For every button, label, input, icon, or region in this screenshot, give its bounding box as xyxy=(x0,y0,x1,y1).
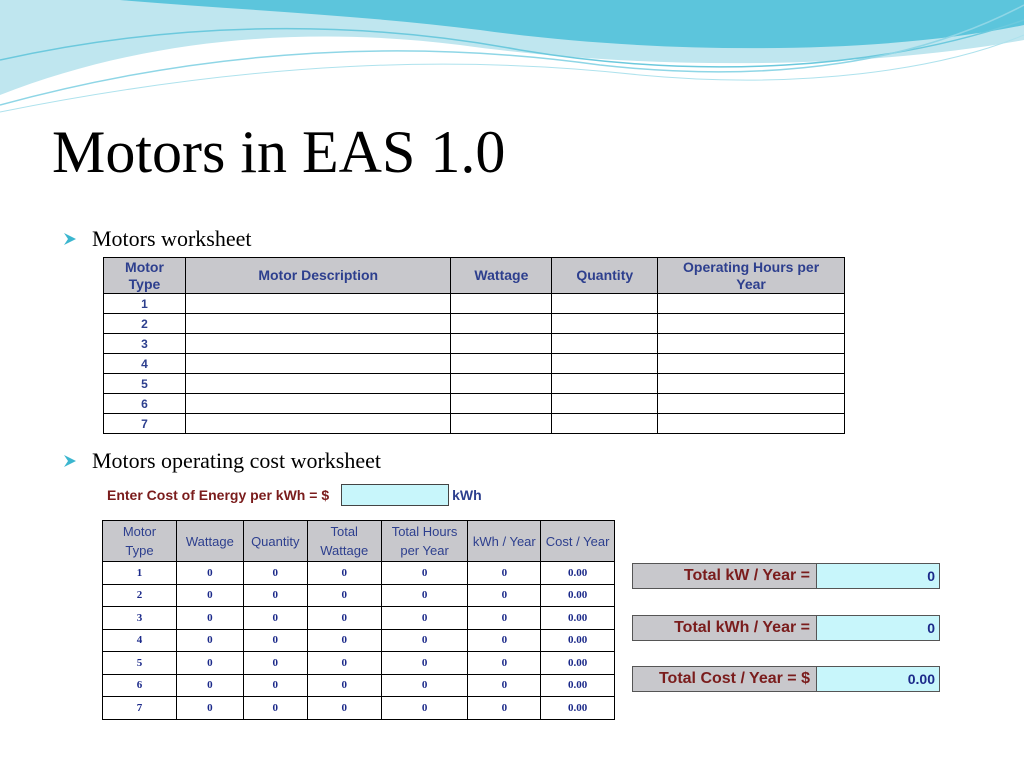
col-header-motor-type: Motor Type xyxy=(103,521,177,562)
table-row xyxy=(103,674,615,697)
wattage-cell[interactable] xyxy=(451,394,552,414)
quantity-cell: 0 xyxy=(243,697,307,720)
total-hours-cell: 0 xyxy=(381,674,468,697)
kwh-year-cell: 0 xyxy=(468,652,541,675)
total-hours-cell: 0 xyxy=(381,562,468,585)
table-row xyxy=(104,414,845,434)
total-wattage-cell: 0 xyxy=(307,584,381,607)
total-wattage-cell: 0 xyxy=(307,674,381,697)
wattage-cell: 0 xyxy=(176,607,243,630)
quantity-cell[interactable] xyxy=(552,374,658,394)
quantity-cell: 0 xyxy=(243,674,307,697)
table-row xyxy=(103,652,615,675)
quantity-cell[interactable] xyxy=(552,294,658,314)
total-kwh-box xyxy=(632,615,940,641)
cost-year-cell: 0.00 xyxy=(541,562,615,585)
col-header-cost-year: Cost / Year xyxy=(541,521,615,562)
total-hours-cell: 0 xyxy=(381,652,468,675)
hours-cell[interactable] xyxy=(658,354,845,374)
motor-type-cell: 4 xyxy=(103,629,177,652)
total-kw-box xyxy=(632,563,940,589)
description-cell[interactable] xyxy=(185,414,451,434)
col-header-quantity: Quantity xyxy=(552,258,658,294)
motor-type-cell: 7 xyxy=(104,414,186,434)
col-header-wattage: Wattage xyxy=(451,258,552,294)
wattage-cell: 0 xyxy=(176,674,243,697)
slide-title: Motors in EAS 1.0 xyxy=(52,119,506,185)
quantity-cell[interactable] xyxy=(552,354,658,374)
motor-type-cell: 3 xyxy=(103,607,177,630)
wattage-cell: 0 xyxy=(176,584,243,607)
quantity-cell[interactable] xyxy=(552,314,658,334)
hours-cell[interactable] xyxy=(658,314,845,334)
table-row xyxy=(103,607,615,630)
bullet-motors-worksheet xyxy=(62,226,251,252)
energy-cost-input[interactable] xyxy=(341,484,449,506)
col-header-quantity: Quantity xyxy=(243,521,307,562)
hours-cell[interactable] xyxy=(658,334,845,354)
cost-year-cell: 0.00 xyxy=(541,584,615,607)
col-header-kwh-year: kWh / Year xyxy=(468,521,541,562)
wattage-cell: 0 xyxy=(176,562,243,585)
operating-cost-table xyxy=(102,520,615,720)
cost-year-cell: 0.00 xyxy=(541,674,615,697)
col-header-operating-hours: Operating Hours per Year xyxy=(658,258,845,294)
quantity-cell: 0 xyxy=(243,584,307,607)
col-header-motor-type: Motor Type xyxy=(104,258,186,294)
header-row xyxy=(103,521,615,562)
description-cell[interactable] xyxy=(185,354,451,374)
total-hours-cell: 0 xyxy=(381,697,468,720)
total-cost-value: 0.00 xyxy=(817,667,939,691)
hours-cell[interactable] xyxy=(658,294,845,314)
total-cost-box xyxy=(632,666,940,692)
arrow-bullet-icon xyxy=(62,453,78,469)
table-row xyxy=(103,697,615,720)
motor-type-cell: 2 xyxy=(103,584,177,607)
cost-year-cell: 0.00 xyxy=(541,652,615,675)
motor-type-cell: 6 xyxy=(103,674,177,697)
bullet-text: Motors worksheet xyxy=(92,226,252,251)
col-header-total-wattage: Total Wattage xyxy=(307,521,381,562)
motor-type-cell: 3 xyxy=(104,334,186,354)
wattage-cell: 0 xyxy=(176,697,243,720)
motor-type-cell: 4 xyxy=(104,354,186,374)
total-kw-label: Total kW / Year = xyxy=(633,564,817,588)
hours-cell[interactable] xyxy=(658,414,845,434)
cost-year-cell: 0.00 xyxy=(541,629,615,652)
kwh-year-cell: 0 xyxy=(468,697,541,720)
quantity-cell: 0 xyxy=(243,652,307,675)
table-row xyxy=(103,562,615,585)
motor-type-cell: 6 xyxy=(104,394,186,414)
motors-worksheet-table xyxy=(103,257,845,434)
kwh-year-cell: 0 xyxy=(468,562,541,585)
quantity-cell[interactable] xyxy=(552,414,658,434)
kwh-year-cell: 0 xyxy=(468,674,541,697)
cost-year-cell: 0.00 xyxy=(541,607,615,630)
total-kwh-value: 0 xyxy=(817,616,939,640)
total-wattage-cell: 0 xyxy=(307,652,381,675)
cost-year-cell: 0.00 xyxy=(541,697,615,720)
total-hours-cell: 0 xyxy=(381,629,468,652)
wattage-cell[interactable] xyxy=(451,354,552,374)
total-hours-cell: 0 xyxy=(381,584,468,607)
description-cell[interactable] xyxy=(185,314,451,334)
description-cell[interactable] xyxy=(185,334,451,354)
description-cell[interactable] xyxy=(185,294,451,314)
col-header-motor-description: Motor Description xyxy=(185,258,451,294)
kwh-year-cell: 0 xyxy=(468,629,541,652)
total-hours-cell: 0 xyxy=(381,607,468,630)
wattage-cell[interactable] xyxy=(451,314,552,334)
total-kwh-label: Total kWh / Year = xyxy=(633,616,817,640)
hours-cell[interactable] xyxy=(658,394,845,414)
motor-type-cell: 1 xyxy=(104,294,186,314)
wattage-cell: 0 xyxy=(176,652,243,675)
energy-unit-label: kWh xyxy=(452,487,482,503)
arrow-bullet-icon xyxy=(62,231,78,247)
kwh-year-cell: 0 xyxy=(468,584,541,607)
energy-cost-row xyxy=(107,484,482,506)
wattage-cell[interactable] xyxy=(451,294,552,314)
wattage-cell: 0 xyxy=(176,629,243,652)
hours-cell[interactable] xyxy=(658,374,845,394)
col-header-total-hours: Total Hours per Year xyxy=(381,521,468,562)
motor-type-cell: 5 xyxy=(103,652,177,675)
motor-type-cell: 7 xyxy=(103,697,177,720)
total-wattage-cell: 0 xyxy=(307,562,381,585)
description-cell[interactable] xyxy=(185,394,451,414)
total-wattage-cell: 0 xyxy=(307,629,381,652)
total-cost-label: Total Cost / Year = $ xyxy=(633,667,817,691)
table-row xyxy=(104,354,845,374)
bullet-operating-cost-worksheet xyxy=(62,448,381,474)
table-row xyxy=(104,294,845,314)
motor-type-cell: 5 xyxy=(104,374,186,394)
wattage-cell[interactable] xyxy=(451,334,552,354)
quantity-cell: 0 xyxy=(243,629,307,652)
wattage-cell[interactable] xyxy=(451,414,552,434)
col-header-wattage: Wattage xyxy=(176,521,243,562)
energy-cost-label: Enter Cost of Energy per kWh = $ xyxy=(107,487,330,503)
total-wattage-cell: 0 xyxy=(307,607,381,630)
header-row xyxy=(104,258,845,294)
table-row xyxy=(104,314,845,334)
wattage-cell[interactable] xyxy=(451,374,552,394)
total-wattage-cell: 0 xyxy=(307,697,381,720)
header-wave-decoration xyxy=(0,0,1024,120)
bullet-text: Motors operating cost worksheet xyxy=(92,448,381,473)
quantity-cell[interactable] xyxy=(552,394,658,414)
kwh-year-cell: 0 xyxy=(468,607,541,630)
table-row xyxy=(103,629,615,652)
cost-rows xyxy=(103,562,615,720)
table-row xyxy=(104,334,845,354)
total-kw-value: 0 xyxy=(817,564,939,588)
motor-type-cell: 2 xyxy=(104,314,186,334)
description-cell[interactable] xyxy=(185,374,451,394)
table-row xyxy=(103,584,615,607)
quantity-cell: 0 xyxy=(243,607,307,630)
table-row xyxy=(104,394,845,414)
table-row xyxy=(104,374,845,394)
quantity-cell[interactable] xyxy=(552,334,658,354)
motor-type-cell: 1 xyxy=(103,562,177,585)
quantity-cell: 0 xyxy=(243,562,307,585)
